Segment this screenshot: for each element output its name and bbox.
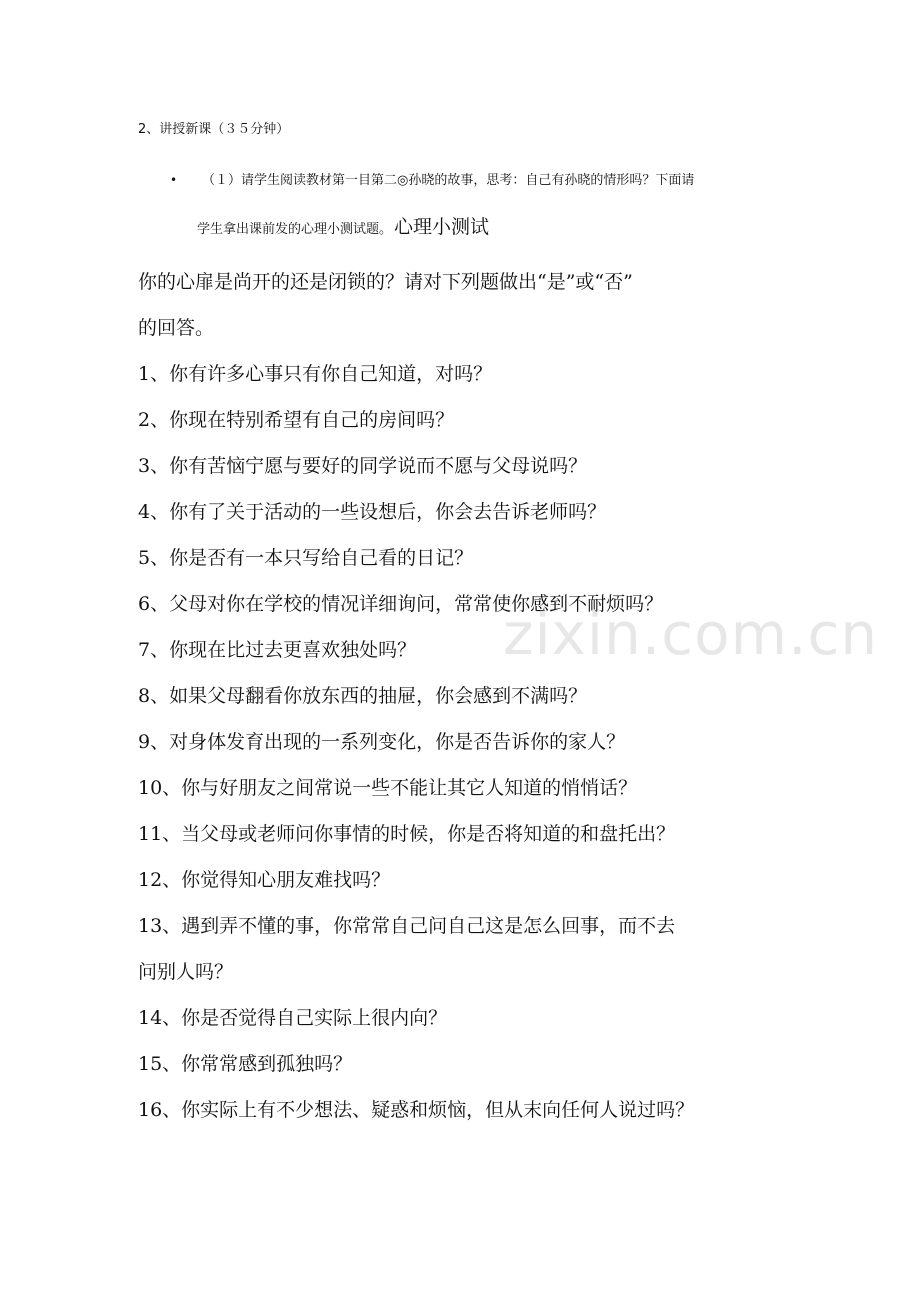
question-10: 10、你与好朋友之间常说一些不能让其它人知道的悄悄话？ [138,777,638,799]
question-11: 11、当父母或老师问你事情的时候，你是否将知道的和盘托出？ [138,823,676,845]
question-13-continued: 问别人吗？ [138,961,234,983]
question-1: 1、你有许多心事只有你自己知道，对吗？ [138,363,493,385]
question-5: 5、你是否有一本只写给自己看的日记？ [138,547,474,569]
instruction-text-line1: （１）请学生阅读教材第一目第二◎孙晓的故事，思考：自己有孙晓的情形吗？下面请 [202,173,695,188]
question-12: 12、你觉得知心朋友难找吗？ [138,869,391,891]
question-7: 7、你现在比过去更喜欢独处吗？ [138,639,417,661]
question-3: 3、你有苦恼宁愿与要好的同学说而不愿与父母说吗？ [138,455,588,477]
quiz-body [138,259,788,1133]
question-9: 9、对身体发育出现的一系列变化，你是否告诉你的家人？ [138,731,626,753]
section-heading: 2、讲授新课（３５分钟） [138,122,290,137]
question-16: 16、你实际上有不少想法、疑惑和烦恼，但从末向任何人说过吗？ [138,1099,695,1121]
question-8: 8、如果父母翻看你放东西的抽屉，你会感到不满吗？ [138,685,588,707]
instruction-text-line2 [197,216,489,241]
bullet-icon: • [170,173,178,187]
question-13: 13、遇到弄不懂的事，你常常自己问自己这是怎么回事，而不去 [138,915,676,937]
question-2: 2、你现在特别希望有自己的房间吗？ [138,409,455,431]
quiz-title: 心理小测试 [394,216,490,238]
question-14: 14、你是否觉得自己实际上很内向？ [138,1007,448,1029]
instruction-text-line2-body: 学生拿出课前发的心理小测试题。 [197,222,393,237]
question-6: 6、父母对你在学校的情况详细询问，常常使你感到不耐烦吗？ [138,593,664,615]
intro-line1: 你的心扉是尚开的还是闭锁的？请对下列题做出“是”或“否” [138,271,633,293]
question-15: 15、你常常感到孤独吗？ [138,1053,353,1075]
question-4: 4、你有了关于活动的一些设想后，你会去告诉老师吗？ [138,501,607,523]
intro-line2: 的回答。 [138,317,215,339]
watermark: zixin.com.cn [503,600,879,668]
